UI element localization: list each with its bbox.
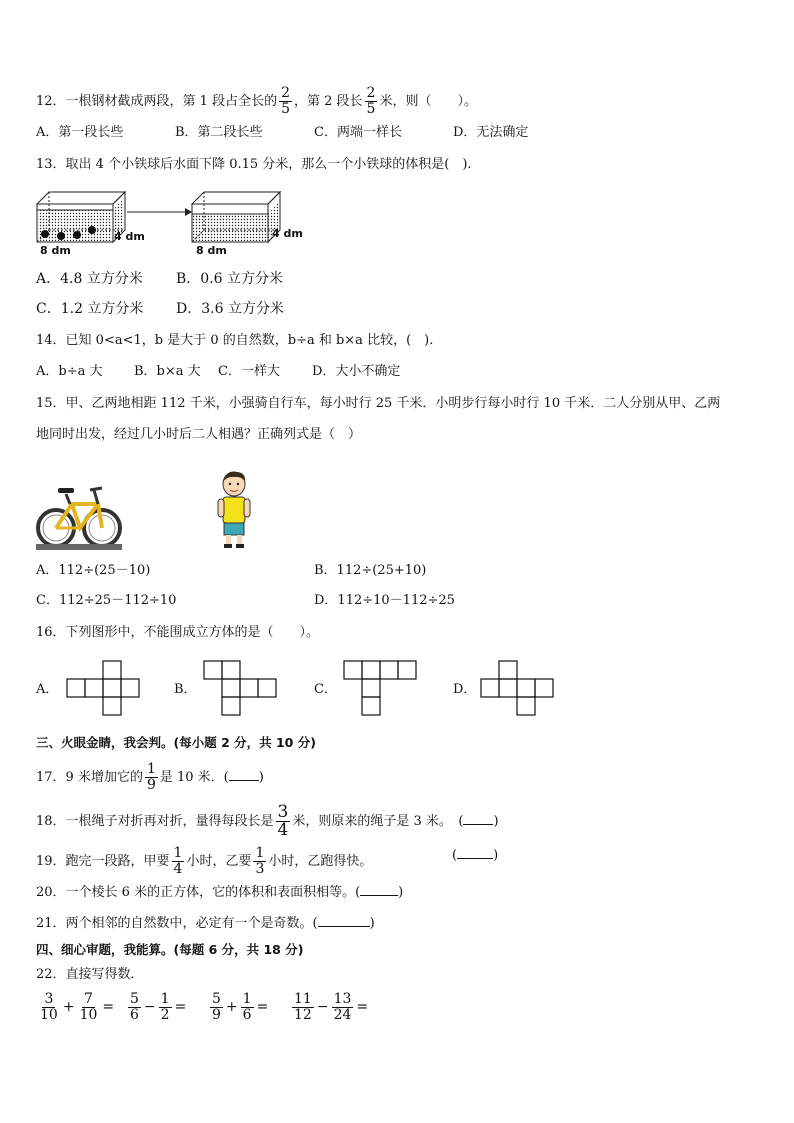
tank-after <box>192 192 280 242</box>
q16-label-b[interactable]: B． <box>174 682 197 697</box>
denominator: 9 <box>146 777 156 793</box>
numerator: 11 <box>294 991 312 1007</box>
q22-stem: 22．直接写得数． <box>36 967 144 982</box>
q18-text: 米，则原来的绳子是 3 米。 ( <box>292 814 464 829</box>
bicycle-image <box>36 476 122 550</box>
cube-net-d <box>480 660 556 718</box>
q19-text: ) <box>493 848 499 863</box>
tank1-height-label: 4 dm <box>114 230 145 243</box>
q21-answer-blank[interactable] <box>318 914 370 927</box>
equals: = <box>256 999 269 1015</box>
q15-option-c[interactable]: C．112÷25－112÷10 <box>36 593 177 608</box>
q18-fraction <box>276 804 291 839</box>
q12-stem-part: 米，则（ ）。 <box>379 94 477 109</box>
q12-stem-part: 12．一根钢材截成两段，第 1 段占全长的 <box>36 94 278 109</box>
fraction <box>38 992 60 1023</box>
operator: − <box>316 999 329 1015</box>
q12-stem <box>36 86 477 117</box>
denominator: 5 <box>281 101 290 117</box>
q20 <box>36 883 403 902</box>
denominator: 4 <box>173 861 183 877</box>
q22-expr-2 <box>126 992 187 1023</box>
q12-stem-part: ，第 2 段长 <box>294 94 363 109</box>
q16-label-c[interactable]: C． <box>314 682 337 697</box>
q14-option-c[interactable]: C．一样大 <box>218 364 280 379</box>
q12-fraction-1 <box>279 86 292 117</box>
denominator: 24 <box>333 1007 352 1023</box>
q20-text: 20．一个棱长 6 米的正方体，它的体积和表面积相等。( <box>36 885 361 900</box>
numerator: 3 <box>277 802 289 822</box>
fraction <box>332 992 354 1023</box>
equals: = <box>174 999 187 1015</box>
q17 <box>36 762 264 793</box>
denominator: 6 <box>130 1007 139 1023</box>
numerator: 1 <box>255 845 265 861</box>
q15-stem-line1: 15．甲、乙两地相距 112 千米，小强骑自行车，每小时行 25 千米．小明步行每小时行 10 千米．二人分别从甲、乙两 <box>36 396 721 411</box>
numerator: 5 <box>130 991 139 1007</box>
q18 <box>36 804 499 839</box>
denominator: 10 <box>40 1007 58 1023</box>
numerator: 1 <box>242 991 252 1007</box>
numerator: 1 <box>160 991 170 1007</box>
operator: + <box>225 999 238 1015</box>
q15-option-a[interactable]: A．112÷(25－10) <box>36 563 151 578</box>
q18-answer-blank[interactable] <box>463 812 493 825</box>
boy-image <box>214 470 254 550</box>
q22-expr-1 <box>36 992 115 1023</box>
q20-answer-blank[interactable] <box>360 883 398 896</box>
cube-net-c <box>343 660 419 720</box>
q22-expr-3 <box>208 992 269 1023</box>
q15-option-b[interactable]: B．112÷(25+10) <box>314 563 427 578</box>
q12-fraction-2 <box>365 86 378 117</box>
fraction <box>159 992 172 1023</box>
denominator: 2 <box>160 1007 170 1023</box>
q13-option-b[interactable]: B．0.6 立方分米 <box>176 271 284 287</box>
iron-ball <box>41 230 49 238</box>
section-3-heading: 三、火眼金睛，我会判。(每小题 2 分，共 10 分) <box>36 735 316 750</box>
tank-before <box>37 192 125 242</box>
q17-answer-blank[interactable] <box>229 768 259 781</box>
q15-option-d[interactable]: D．112÷10－112÷25 <box>314 593 455 608</box>
denominator: 6 <box>242 1007 252 1023</box>
iron-ball <box>88 226 96 234</box>
q12-option-c[interactable]: C．两端一样长 <box>314 125 402 140</box>
numerator: 2 <box>281 85 290 101</box>
q18-text: 18．一根绳子对折再对折，量得每段长是 <box>36 814 274 829</box>
q16-label-a[interactable]: A． <box>36 682 59 697</box>
q14-stem: 14．已知 0<a<1，b 是大于 0 的自然数，b÷a 和 b×a 比较，( ). <box>36 333 434 348</box>
q17-text: ) <box>258 770 264 785</box>
denominator: 3 <box>255 861 265 877</box>
section-4-heading: 四、细心审题，我能算。(每题 6 分，共 18 分) <box>36 942 304 957</box>
arrow-head <box>185 208 192 216</box>
q20-text: ) <box>398 885 404 900</box>
equals: = <box>102 999 115 1015</box>
q19-text: ( <box>452 848 458 863</box>
q22-expr-4 <box>290 992 369 1023</box>
q19-fraction-1 <box>172 846 185 877</box>
q14-option-b[interactable]: B．b×a 大 <box>134 364 201 379</box>
numerator: 1 <box>146 761 156 777</box>
cube-net-b <box>203 660 279 718</box>
q18-text: ) <box>493 814 499 829</box>
q13-option-a[interactable]: A．4.8 立方分米 <box>36 271 143 287</box>
q21-text: 21．两个相邻的自然数中，必定有一个是奇数。( <box>36 916 318 931</box>
q12-option-a[interactable]: A．第一段长些 <box>36 125 124 140</box>
q13-tank-figure <box>30 182 310 260</box>
q19-answer-blank[interactable] <box>457 846 493 859</box>
iron-ball <box>57 232 65 240</box>
q21-text: ) <box>369 916 375 931</box>
tank1-width-label: 8 dm <box>40 244 71 257</box>
numerator: 13 <box>333 991 352 1007</box>
tank2-height-label: 4 dm <box>272 227 303 240</box>
q19-text: 小时，乙跑得快。 <box>268 854 373 869</box>
tank2-width-label: 8 dm <box>196 244 227 257</box>
q12-option-b[interactable]: B．第二段长些 <box>175 125 263 140</box>
q12-option-d[interactable]: D．无法确定 <box>453 125 529 140</box>
q21 <box>36 914 375 933</box>
q19-fraction-2 <box>253 846 266 877</box>
iron-ball <box>73 231 81 239</box>
q19-text: 小时，乙要 <box>186 854 252 869</box>
cube-net-a <box>66 660 142 718</box>
numerator: 5 <box>212 991 221 1007</box>
q19-answer <box>452 846 498 865</box>
fraction <box>241 992 254 1023</box>
q13-option-d[interactable]: D．3.6 立方分米 <box>176 301 284 317</box>
denominator: 4 <box>277 820 289 840</box>
q17-text: 是 10 米．( <box>159 770 229 785</box>
numerator: 1 <box>173 845 183 861</box>
numerator: 3 <box>44 991 54 1007</box>
q17-fraction <box>145 762 158 793</box>
denominator: 9 <box>212 1007 221 1023</box>
q15-stem-line2: 地同时出发，经过几小时后二人相遇？正确列式是（ ） <box>36 427 362 442</box>
numerator: 7 <box>84 991 93 1007</box>
q19 <box>36 846 372 877</box>
denominator: 10 <box>79 1007 98 1023</box>
fraction <box>210 992 223 1023</box>
operator: + <box>62 999 75 1015</box>
q14-option-d[interactable]: D．大小不确定 <box>312 364 401 379</box>
q13-option-c[interactable]: C．1.2 立方分米 <box>36 301 144 317</box>
q19-text: 19．跑完一段路，甲要 <box>36 854 170 869</box>
fraction <box>292 992 314 1023</box>
q13-stem: 13．取出 4 个小铁球后水面下降 0.15 分米，那么一个小铁球的体积是( ). <box>36 157 472 172</box>
operator: − <box>143 999 156 1015</box>
denominator: 12 <box>294 1007 312 1023</box>
denominator: 5 <box>366 101 376 117</box>
numerator: 2 <box>366 85 376 101</box>
equals: = <box>356 999 369 1015</box>
q16-label-d[interactable]: D． <box>453 682 477 697</box>
fraction <box>128 992 141 1023</box>
fraction <box>78 992 100 1023</box>
q14-option-a[interactable]: A．b÷a 大 <box>36 364 103 379</box>
q17-text: 17．9 米增加它的 <box>36 770 143 785</box>
q16-stem: 16．下列图形中，不能围成立方体的是（ ）。 <box>36 625 320 640</box>
